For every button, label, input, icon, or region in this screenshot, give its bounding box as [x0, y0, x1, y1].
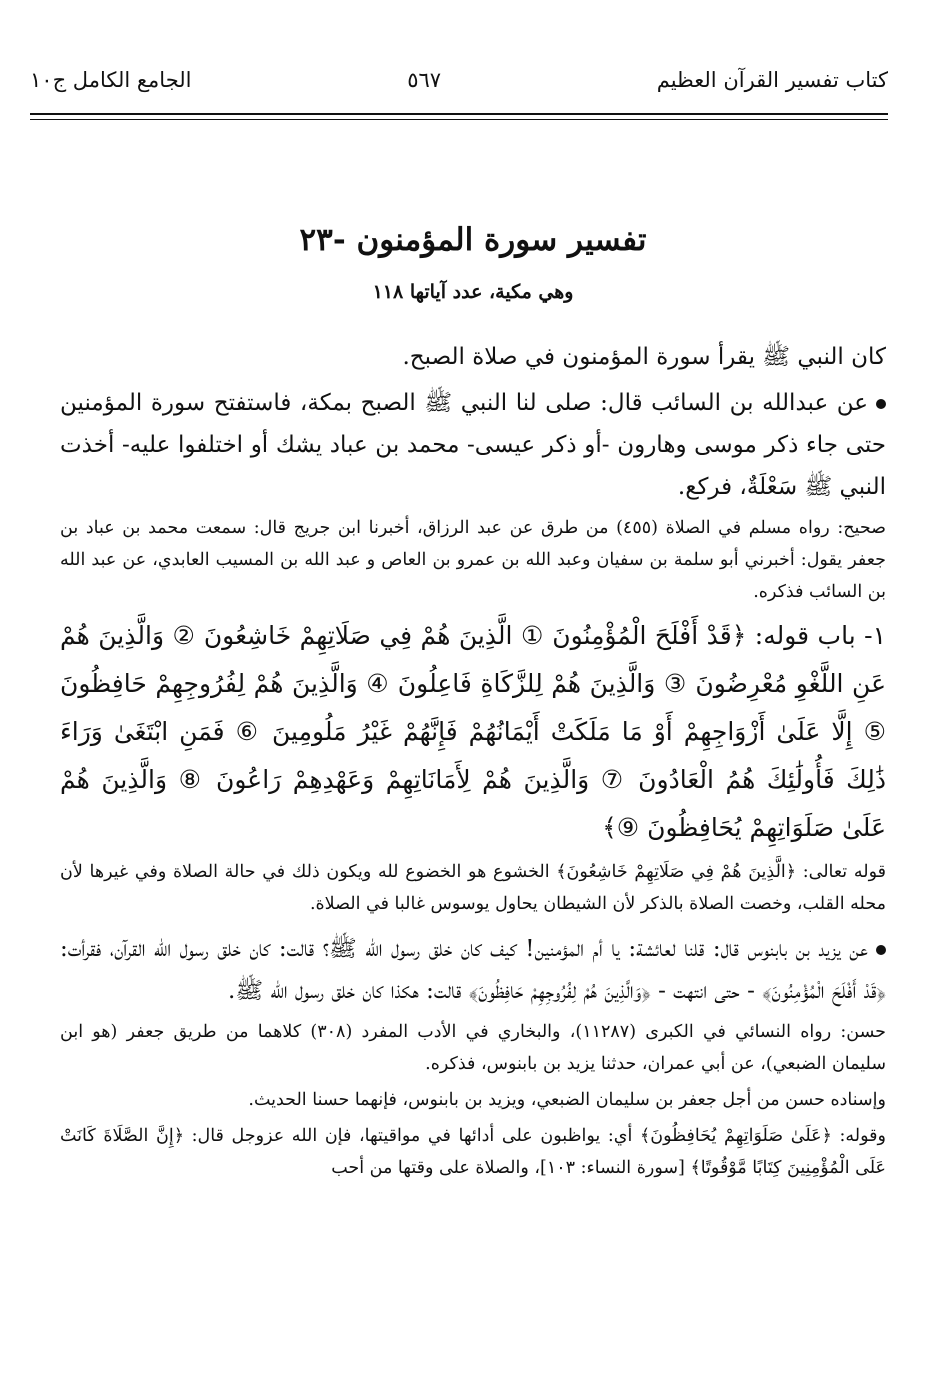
page-header [30, 68, 888, 92]
chapter-1-verses: ١- باب قوله: ﴿قَدْ أَفْلَحَ الْمُؤْمِنُونَ ① الَّذِينَ هُمْ فِي صَلَاتِهِمْ خَاشِعُونَ ② وَالَّذِينَ هُمْ عَنِ اللَّغْوِ مُعْرِضُونَ ③ وَالَّذِينَ هُمْ لِلزَّكَاةِ فَاعِلُونَ ④ وَالَّذِينَ هُمْ لِفُرُوجِهِمْ حَافِظُونَ ⑤ إِلَّا عَلَىٰ أَزْوَاجِهِمْ أَوْ مَا مَلَكَتْ أَيْمَانُهُمْ فَإِنَّهُمْ غَيْرُ مَلُومِينَ ⑥ فَمَنِ ابْتَغَىٰ وَرَاءَ ذَٰلِكَ فَأُولَٰئِكَ هُمُ الْعَادُونَ ⑦ وَالَّذِينَ هُمْ لِأَمَانَاتِهِمْ وَعَهْدِهِمْ رَاعُونَ ⑧ وَالَّذِينَ هُمْ عَلَىٰ صَلَوَاتِهِمْ يُحَافِظُونَ ⑨﴾ [60, 621, 886, 842]
hadith-paragraph-1 [60, 382, 886, 508]
header-rule-thick [30, 113, 888, 115]
surah-subtitle: وهي مكية، عدد آياتها ١١٨ [372, 281, 574, 303]
volume-title: الجامع الكامل ج١٠ [30, 68, 192, 92]
header-rule-thin [30, 119, 888, 120]
tafsir-note-2: وقوله: ﴿عَلَىٰ صَلَوَاتِهِمْ يُحَافِظُونَ﴾ أي: يواظبون على أدائها في مواقيتها، فإن الله عزوجل قال: ﴿إِنَّ الصَّلَاةَ كَانَتْ عَلَى الْمُؤْمِنِينَ كِتَابًا مَّوْقُوتًا﴾ [سورة النساء: ١٠٣]، والصلاة على وقتها من أحب [60, 1126, 886, 1178]
page-number: ٥٦٧ [407, 68, 442, 92]
tafsir-note-1: قوله تعالى: ﴿الَّذِينَ هُمْ فِي صَلَاتِهِمْ خَاشِعُونَ﴾ الخشوع هو الخضوع لله ويكون ذلك في حالة الصلاة وفي غيرها لأن محله القلب، وخصت الصلاة بالذكر لأن الشيطان يحاول يوسوس غالبا في الصلاة. [60, 862, 886, 914]
bullet-icon [876, 945, 886, 955]
hadith-1-text: عن عبدالله بن السائب قال: صلى لنا النبي ﷺ الصبح بمكة، فاستفتح سورة المؤمنين حتى جاء ذكر موسى وهارون -أو ذكر عيسى- محمد بن عباد يشك أو اختلفوا عليه- أخذت النبي ﷺ سَعْلَةٌ، فركع. [60, 390, 886, 500]
hadith-paragraph-2 [60, 928, 886, 1012]
hadith-2-text: عن يزيد بن بابنوس قال: قلنا لعائشة: يا أم المؤمنين! كيف كان خلق رسول الله ﷺ؟ قالت: كان خلق رسول الله القرآن، فقرأت: ﴿قَدْ أَفْلَحَ الْمُؤْمِنُونَ﴾ - حتى انتهت - ﴿وَالَّذِينَ هُمْ لِفُرُوجِهِمْ حَافِظُونَ﴾ قالت: هكذا كان خلق رسول الله ﷺ. [60, 936, 886, 1004]
takhrij-note-1: صحيح: رواه مسلم في الصلاة (٤٥٥) من طرق عن عبد الرزاق، أخبرنا ابن جريج قال: سمعت محمد بن عباد بن جعفر يقول: أخبرني أبو سلمة بن سفيان وعبد الله بن عمرو بن العاص و عبد الله بن المسيب العابدي، عن عبد الله بن السائب فذكره. [60, 518, 886, 602]
bullet-icon [876, 399, 886, 409]
takhrij-note-2: حسن: رواه النسائي في الكبرى (١١٢٨٧)، والبخاري في الأدب المفرد (٣٠٨) كلاهما من طريق جعفر (هو ابن سليمان الضبعي)، عن أبي عمران، حدثنا يزيد بن بابنوس، فذكره. [60, 1022, 886, 1074]
isnad-note: وإسناده حسن من أجل جعفر بن سليمان الضبعي، ويزيد بن بابنوس، فإنهما حسنا الحديث. [248, 1090, 886, 1110]
page-content [60, 336, 886, 1184]
surah-title: تفسير سورة المؤمنون -٢٣ [299, 222, 647, 258]
intro-paragraph: كان النبي ﷺ يقرأ سورة المؤمنون في صلاة الصبح. [402, 344, 886, 370]
book-title: كتاب تفسير القرآن العظيم [656, 68, 888, 92]
